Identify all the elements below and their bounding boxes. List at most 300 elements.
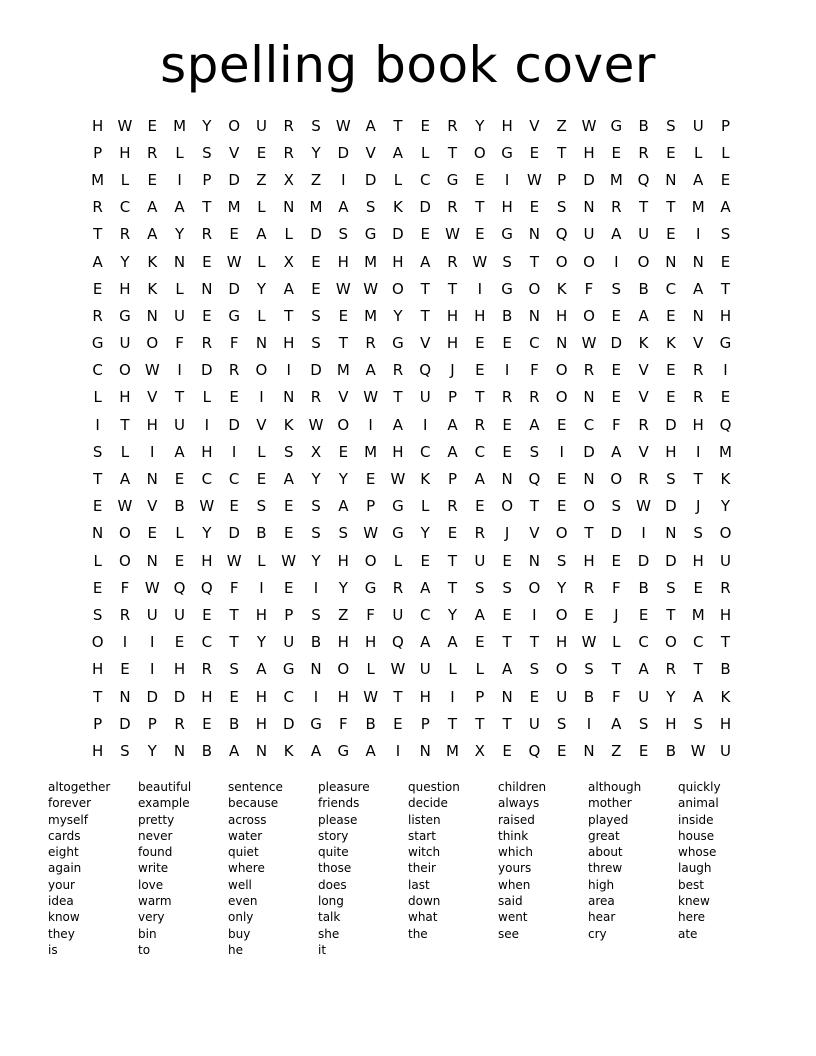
word-item: she xyxy=(318,926,340,941)
grid-letter: H xyxy=(501,198,513,217)
grid-letter: I xyxy=(286,361,291,380)
grid-letter: R xyxy=(720,578,731,597)
grid-letter: T xyxy=(447,143,458,162)
grid-letter: I xyxy=(368,415,373,434)
grid-letter: S xyxy=(338,225,349,244)
grid-letter: E xyxy=(475,361,485,380)
grid-letter: O xyxy=(719,524,732,543)
grid-letter: K xyxy=(420,470,431,489)
grid-letter: W xyxy=(199,497,215,516)
word-item: again xyxy=(48,861,82,876)
grid-letter: B xyxy=(256,524,267,543)
grid-letter: O xyxy=(119,551,131,570)
grid-letter: A xyxy=(338,198,349,217)
grid-letter: L xyxy=(93,388,102,407)
grid-letter: K xyxy=(720,687,731,706)
grid-letter: R xyxy=(638,415,649,434)
word-item: is xyxy=(48,942,58,957)
grid-letter: I xyxy=(150,660,155,679)
grid-letter: R xyxy=(392,578,404,597)
grid-letter: N xyxy=(146,551,158,570)
grid-letter: E xyxy=(529,143,540,162)
grid-letter: F xyxy=(229,334,239,353)
grid-letter: G xyxy=(282,660,295,679)
grid-letter: L xyxy=(257,442,266,461)
grid-letter: F xyxy=(611,578,621,597)
grid-letter: A xyxy=(611,225,622,244)
grid-letter: G xyxy=(501,279,513,298)
grid-letter: A xyxy=(147,198,158,217)
grid-letter: U xyxy=(419,388,431,407)
grid-letter: A xyxy=(392,415,404,434)
grid-letter: R xyxy=(228,361,240,380)
grid-row xyxy=(84,574,739,601)
grid-letter: K xyxy=(147,252,158,271)
grid-letter: Y xyxy=(147,741,157,760)
grid-letter: H xyxy=(446,306,459,325)
grid-letter: H xyxy=(419,687,431,706)
grid-letter: F xyxy=(229,578,239,597)
grid-letter: Y xyxy=(338,578,348,597)
grid-letter: E xyxy=(693,578,703,597)
grid-letter: O xyxy=(501,497,513,516)
grid-letter: G xyxy=(446,170,459,189)
word-item: area xyxy=(588,894,615,909)
grid-row xyxy=(84,629,739,656)
grid-letter: N xyxy=(583,741,595,760)
grid-letter: T xyxy=(639,198,649,217)
grid-letter: E xyxy=(311,279,321,298)
word-item: pleasure xyxy=(318,780,370,794)
grid-letter: H xyxy=(692,415,704,434)
grid-letter: O xyxy=(528,578,541,597)
grid-letter: D xyxy=(310,225,322,244)
grid-letter: N xyxy=(119,687,131,706)
grid-letter: Q xyxy=(392,633,404,652)
grid-letter: N xyxy=(692,252,704,271)
grid-letter: A xyxy=(256,225,267,244)
grid-letter: T xyxy=(502,714,512,733)
grid-letter: M xyxy=(336,361,350,380)
grid-letter: W xyxy=(636,497,651,516)
grid-letter: T xyxy=(229,605,239,624)
grid-letter: R xyxy=(283,143,294,162)
word-item: eight xyxy=(48,845,79,860)
grid-letter: A xyxy=(501,660,513,679)
grid-letter: U xyxy=(174,415,186,434)
grid-letter: P xyxy=(720,116,730,135)
grid-letter: D xyxy=(201,361,213,380)
grid-letter: T xyxy=(529,497,539,516)
word-column xyxy=(678,779,768,958)
grid-letter: X xyxy=(283,170,294,189)
grid-letter: S xyxy=(311,306,321,325)
grid-letter: Y xyxy=(202,524,212,543)
grid-letter: N xyxy=(583,388,595,407)
grid-letter: M xyxy=(227,198,241,217)
grid-letter: U xyxy=(255,116,267,135)
word-item: what xyxy=(408,910,438,925)
grid-letter: E xyxy=(92,497,103,516)
word-item: beautiful xyxy=(138,780,192,794)
grid-letter: X xyxy=(474,741,485,760)
grid-letter: S xyxy=(256,497,267,516)
grid-letter: Y xyxy=(256,279,267,298)
grid-letter: R xyxy=(638,143,649,162)
grid-letter: P xyxy=(366,497,376,516)
word-item: think xyxy=(498,828,529,843)
grid-letter: M xyxy=(364,252,378,271)
grid-letter: P xyxy=(202,170,212,189)
grid-letter: W xyxy=(363,279,379,298)
grid-letter: P xyxy=(447,388,458,407)
grid-letter: R xyxy=(392,361,404,380)
grid-letter: H xyxy=(392,252,404,271)
grid-letter: L xyxy=(175,279,184,298)
grid-row xyxy=(84,275,739,302)
word-item: your xyxy=(48,877,75,892)
grid-letter: S xyxy=(611,497,622,516)
grid-letter: S xyxy=(584,660,594,679)
grid-letter: S xyxy=(311,116,321,135)
word-column xyxy=(318,779,408,958)
grid-letter: A xyxy=(611,714,622,733)
grid-letter: C xyxy=(201,633,213,652)
grid-letter: D xyxy=(282,714,295,733)
grid-letter: U xyxy=(392,605,404,624)
grid-letter: Q xyxy=(637,170,650,189)
grid-letter: I xyxy=(723,361,728,380)
grid-letter: D xyxy=(583,170,595,189)
word-item: about xyxy=(588,845,623,860)
grid-letter: E xyxy=(92,578,103,597)
grid-letter: H xyxy=(337,252,349,271)
grid-letter: E xyxy=(202,714,212,733)
grid-letter: E xyxy=(202,252,212,271)
grid-letter: D xyxy=(146,687,159,706)
grid-letter: A xyxy=(365,741,376,760)
grid-letter: R xyxy=(692,361,704,380)
grid-letter: D xyxy=(228,279,240,298)
grid-row xyxy=(84,330,739,357)
grid-letter: R xyxy=(501,388,513,407)
grid-letter: A xyxy=(92,252,103,271)
word-item: to xyxy=(138,942,151,957)
grid-letter: I xyxy=(395,741,401,760)
grid-letter: G xyxy=(610,116,623,135)
grid-letter: Y xyxy=(475,116,485,135)
grid-letter: D xyxy=(419,198,431,217)
grid-letter: I xyxy=(259,388,264,407)
grid-letter: I xyxy=(150,633,155,652)
grid-letter: R xyxy=(692,388,704,407)
word-column xyxy=(48,779,138,958)
grid-letter: A xyxy=(529,415,540,434)
word-item: cards xyxy=(48,828,81,843)
grid-letter: F xyxy=(339,714,348,733)
grid-letter: H xyxy=(719,714,732,733)
grid-letter: T xyxy=(393,687,403,706)
grid-letter: E xyxy=(529,687,540,706)
word-item: children xyxy=(498,780,547,794)
grid-letter: H xyxy=(201,551,213,570)
grid-row xyxy=(84,547,739,574)
grid-row xyxy=(84,683,739,710)
grid-letter: P xyxy=(93,714,103,733)
grid-letter: A xyxy=(256,660,267,679)
word-item: last xyxy=(408,877,430,892)
grid-letter: I xyxy=(422,415,428,434)
grid-letter: M xyxy=(173,116,187,135)
word-item: forever xyxy=(48,796,92,811)
grid-letter: A xyxy=(420,578,431,597)
grid-letter: L xyxy=(257,252,266,271)
word-item: know xyxy=(48,910,80,925)
grid-letter: Y xyxy=(720,497,731,516)
grid-letter: A xyxy=(693,279,704,298)
grid-letter: U xyxy=(528,714,540,733)
grid-letter: E xyxy=(638,741,649,760)
grid-letter: G xyxy=(91,334,104,353)
word-list xyxy=(48,779,768,958)
grid-letter: U xyxy=(283,633,295,652)
grid-letter: I xyxy=(586,714,592,733)
grid-letter: H xyxy=(146,415,158,434)
grid-row xyxy=(84,248,739,275)
grid-letter: U xyxy=(556,687,568,706)
grid-letter: Y xyxy=(174,225,185,244)
word-item: knew xyxy=(678,894,710,909)
grid-letter: E xyxy=(502,741,512,760)
grid-letter: L xyxy=(257,306,266,325)
grid-letter: E xyxy=(147,524,157,543)
grid-letter: L xyxy=(257,551,266,570)
grid-letter: N xyxy=(173,252,186,271)
grid-letter: E xyxy=(311,252,321,271)
grid-letter: H xyxy=(119,143,131,162)
word-item: quiet xyxy=(228,845,259,860)
grid-letter: E xyxy=(420,225,430,244)
grid-letter: N xyxy=(665,524,677,543)
grid-letter: H xyxy=(364,633,377,652)
grid-letter: E xyxy=(420,116,430,135)
grid-letter: U xyxy=(719,741,731,760)
grid-letter: O xyxy=(119,361,131,380)
grid-letter: W xyxy=(581,633,597,652)
word-item: the xyxy=(408,926,428,941)
grid-letter: K xyxy=(638,334,649,353)
grid-letter: W xyxy=(226,551,242,570)
word-item: laugh xyxy=(678,861,712,876)
word-item: even xyxy=(228,894,258,909)
grid-letter: W xyxy=(117,497,133,516)
grid-letter: N xyxy=(665,170,677,189)
word-item: friends xyxy=(318,796,360,811)
grid-letter: C xyxy=(474,442,486,461)
grid-letter: H xyxy=(583,143,595,162)
grid-row xyxy=(84,221,739,248)
grid-row xyxy=(84,737,739,764)
grid-letter: R xyxy=(638,470,649,489)
grid-letter: E xyxy=(174,551,185,570)
grid-letter: M xyxy=(364,306,378,325)
grid-letter: T xyxy=(475,714,485,733)
grid-letter: C xyxy=(583,415,595,434)
grid-letter: T xyxy=(693,660,703,679)
grid-letter: Y xyxy=(447,605,458,624)
word-item: although xyxy=(588,780,642,794)
grid-letter: O xyxy=(555,605,568,624)
grid-letter: M xyxy=(719,442,732,461)
word-item: he xyxy=(228,942,243,957)
grid-letter: V xyxy=(529,524,540,543)
grid-letter: I xyxy=(614,252,619,271)
grid-letter: H xyxy=(119,279,131,298)
grid-letter: P xyxy=(284,605,294,624)
grid-letter: Y xyxy=(120,252,130,271)
grid-letter: M xyxy=(691,198,705,217)
grid-letter: D xyxy=(173,687,186,706)
word-column xyxy=(498,779,588,958)
grid-letter: E xyxy=(283,497,294,516)
grid-letter: B xyxy=(583,687,595,706)
grid-letter: D xyxy=(665,415,677,434)
grid-letter: E xyxy=(502,415,512,434)
grid-letter: A xyxy=(174,442,185,461)
word-item: inside xyxy=(678,812,714,827)
grid-letter: H xyxy=(255,605,268,624)
grid-letter: X xyxy=(310,442,322,461)
grid-letter: T xyxy=(93,225,103,244)
grid-letter: T xyxy=(284,306,294,325)
grid-letter: G xyxy=(392,334,404,353)
grid-letter: L xyxy=(475,660,484,679)
grid-letter: W xyxy=(144,361,160,380)
grid-letter: O xyxy=(392,279,404,298)
grid-letter: H xyxy=(556,306,568,325)
word-item: across xyxy=(228,812,267,827)
grid-letter: A xyxy=(420,633,431,652)
grid-letter: A xyxy=(119,470,131,489)
grid-letter: Y xyxy=(393,306,403,325)
grid-letter: H xyxy=(583,551,595,570)
grid-letter: U xyxy=(638,687,650,706)
grid-letter: S xyxy=(229,660,239,679)
grid-letter: E xyxy=(611,361,622,380)
grid-letter: S xyxy=(475,578,485,597)
grid-row xyxy=(84,493,739,520)
word-item: when xyxy=(498,877,531,892)
word-item: warm xyxy=(138,894,172,909)
grid-letter: E xyxy=(475,633,485,652)
grid-letter: W xyxy=(335,279,351,298)
grid-letter: W xyxy=(472,252,488,271)
grid-letter: C xyxy=(419,170,431,189)
grid-letter: G xyxy=(337,741,350,760)
grid-letter: D xyxy=(364,170,377,189)
word-item: hear xyxy=(588,910,616,925)
grid-letter: O xyxy=(555,388,568,407)
grid-letter: D xyxy=(337,143,350,162)
word-item: well xyxy=(228,877,252,892)
grid-letter: E xyxy=(447,524,458,543)
word-column xyxy=(588,779,678,958)
grid-letter: T xyxy=(338,334,348,353)
grid-letter: E xyxy=(611,306,622,325)
grid-letter: K xyxy=(283,415,294,434)
grid-letter: X xyxy=(283,252,294,271)
grid-letter: L xyxy=(612,633,621,652)
grid-letter: C xyxy=(228,470,240,489)
word-item: cry xyxy=(588,926,607,941)
grid-letter: B xyxy=(174,497,185,516)
grid-letter: I xyxy=(641,524,646,543)
grid-letter: C xyxy=(419,442,431,461)
grid-letter: H xyxy=(474,306,486,325)
grid-letter: B xyxy=(665,741,677,760)
grid-letter: E xyxy=(502,551,512,570)
grid-letter: V xyxy=(529,116,540,135)
grid-letter: I xyxy=(313,578,319,597)
grid-letter: H xyxy=(446,334,459,353)
grid-letter: R xyxy=(447,116,458,135)
grid-letter: D xyxy=(637,551,650,570)
word-item: which xyxy=(498,845,533,860)
grid-letter: U xyxy=(119,334,131,353)
grid-letter: S xyxy=(502,252,512,271)
word-item: love xyxy=(138,877,164,892)
word-item: ate xyxy=(678,926,698,941)
page-title: spelling book cover xyxy=(160,36,656,94)
grid-letter: H xyxy=(501,116,513,135)
grid-letter: F xyxy=(366,605,375,624)
word-item: played xyxy=(588,812,629,827)
grid-letter: S xyxy=(311,334,321,353)
grid-letter: S xyxy=(693,524,703,543)
grid-letter: I xyxy=(504,361,510,380)
grid-row xyxy=(84,656,739,683)
word-item: only xyxy=(228,910,254,925)
grid-letter: H xyxy=(337,687,349,706)
grid-letter: W xyxy=(308,415,324,434)
word-item: animal xyxy=(678,796,719,811)
grid-letter: I xyxy=(177,170,182,189)
grid-letter: E xyxy=(720,170,731,189)
grid-row xyxy=(84,166,739,193)
grid-letter: E xyxy=(556,741,567,760)
grid-letter: D xyxy=(228,170,240,189)
grid-letter: W xyxy=(363,687,379,706)
word-item: raised xyxy=(498,812,535,827)
grid-letter: E xyxy=(556,415,567,434)
word-item: idea xyxy=(48,894,74,909)
grid-letter: W xyxy=(390,470,406,489)
grid-letter: J xyxy=(614,605,619,624)
grid-row xyxy=(84,384,739,411)
grid-letter: N xyxy=(528,306,541,325)
grid-letter: Y xyxy=(311,470,321,489)
grid-letter: R xyxy=(174,714,185,733)
grid-letter: O xyxy=(364,551,377,570)
grid-letter: N xyxy=(583,470,595,489)
grid-letter: D xyxy=(228,524,240,543)
grid-letter: T xyxy=(393,116,403,135)
grid-letter: R xyxy=(583,578,595,597)
grid-letter: H xyxy=(173,660,186,679)
grid-letter: L xyxy=(202,388,212,407)
grid-letter: B xyxy=(638,279,649,298)
grid-letter: O xyxy=(228,116,241,135)
